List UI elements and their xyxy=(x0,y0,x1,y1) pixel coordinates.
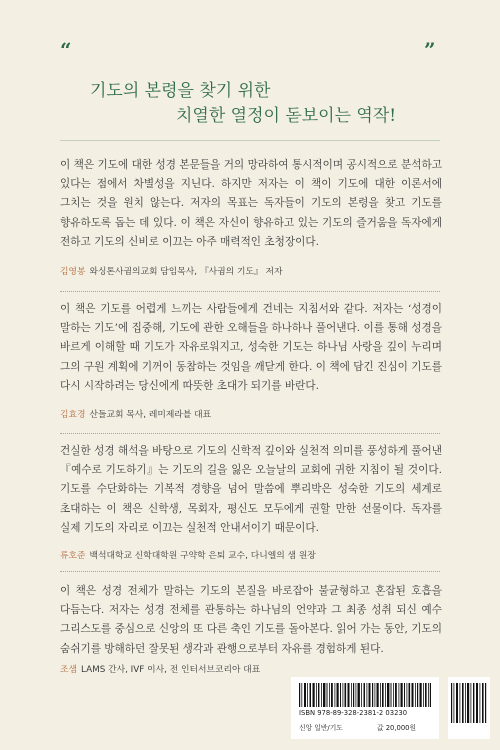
endorsement-attribution xyxy=(60,662,260,675)
dotted-divider xyxy=(60,433,440,434)
isbn-number: ISBN 978-89-328-2381-2 03230 xyxy=(299,709,408,717)
endorsement-attribution xyxy=(60,407,211,420)
close-quote-mark: ” xyxy=(424,38,436,62)
headline-line-2: 치열한 열정이 돋보이는 역작! xyxy=(176,106,397,126)
isbn-barcode xyxy=(299,683,431,707)
endorsement-text xyxy=(60,300,442,396)
endorsement-paragraph: 이 책은 기도를 어렵게 느끼는 사람들에게 건네는 지침서와 같다. 저자는 ‘성경이 말하는 기도’에 집중해, 기도에 관한 오해들을 하나하나 풀어낸다. 이를 통해 성경을 바르게 이해할 때 기도가 자유로워지고, 성숙한 기도는 하나님 사랑을 깊이 누리며 그의 구원 계획에 기꺼이 동참하는 것임을 깨닫게 한다. 이 책에 담긴 진심이 기도를 다시 시작하려는 당신에게 따뜻한 초대가 되기를 바란다. xyxy=(60,303,442,392)
endorser-name: 조샘 xyxy=(60,665,77,675)
endorsement-attribution xyxy=(60,264,283,277)
isbn-barcode-panel xyxy=(291,677,439,739)
endorsement-attribution xyxy=(60,548,316,561)
endorsement-text xyxy=(60,442,442,538)
endorser-name: 김영봉 xyxy=(60,267,86,277)
endorsement-text xyxy=(60,156,442,252)
endorsement-paragraph: 이 책은 기도에 대한 성경 본문들을 거의 망라하여 통시적이며 공시적으로 분석하고 있다는 점에서 차별성을 지닌다. 하지만 저자는 이 책이 기도에 대한 이론서에 그치는 것을 원치 않는다. 저자의 목표는 독자들이 기도의 본령을 찾고 기도를 향유하도록 돕는 데 있다. 이 책은 자신이 향유하고 있는 기도의 즐거움을 독자에게 전하고 기도의 신비로 이끄는 아주 매력적인 초청장이다. xyxy=(60,159,442,248)
endorsement-text xyxy=(60,582,442,659)
endorsement-paragraph: 건실한 성경 해석을 바탕으로 기도의 신학적 깊이와 실천적 의미를 풍성하게 풀어낸 『예수로 기도하기』는 기도의 길을 잃은 오늘날의 교회에 귀한 지침이 될 것이다. 기도를 수단화하는 기복적 경향을 넘어 말씀에 뿌리박은 성숙한 기도의 세계로 초대하는 이 책은 신학생, 목회자, 평신도 모두에게 권할 만한 선물이다. 독자를 실제 기도의 자리로 이끄는 실천적 안내서이기 때문이다. xyxy=(60,445,442,534)
endorser-role: LAMS 간사, IVF 이사, 전 인터서브코리아 대표 xyxy=(81,665,261,675)
headline-line-1: 기도의 본령을 찾기 위한 xyxy=(90,81,271,101)
book-price: 값 20,000원 xyxy=(377,724,417,732)
open-quote-mark: “ xyxy=(60,38,72,62)
endorser-role: 백석대학교 신학대학원 구약학 은퇴 교수, 다니엘의 샘 원장 xyxy=(89,551,316,561)
addon-barcode xyxy=(448,677,490,739)
endorser-name: 류호준 xyxy=(60,551,86,561)
endorser-name: 김효경 xyxy=(60,410,86,420)
endorser-role: 와싱톤사귐의교회 담임목사, 『사귐의 기도』 저자 xyxy=(89,267,283,277)
top-rule xyxy=(60,140,440,141)
dotted-divider xyxy=(60,571,440,572)
endorsement-paragraph: 이 책은 성경 전체가 말하는 기도의 본질을 바로잡아 불균형하고 혼잡된 호흡을 다듬는다. 저자는 성경 전체를 관통하는 하나님의 언약과 그 최종 성취 되신 예수 그리스도를 중심으로 신앙의 또 다른 축인 기도를 돌아본다. 읽어 가는 동안, 기도의 숨쉬기를 방해하던 잘못된 생각과 관행으로부터 자유를 경험하게 된다. xyxy=(60,585,442,655)
dotted-divider xyxy=(60,291,440,292)
endorser-role: 산들교회 목사, 레미제라블 대표 xyxy=(89,410,212,420)
book-category: 신앙 일반/기도 xyxy=(299,724,343,732)
